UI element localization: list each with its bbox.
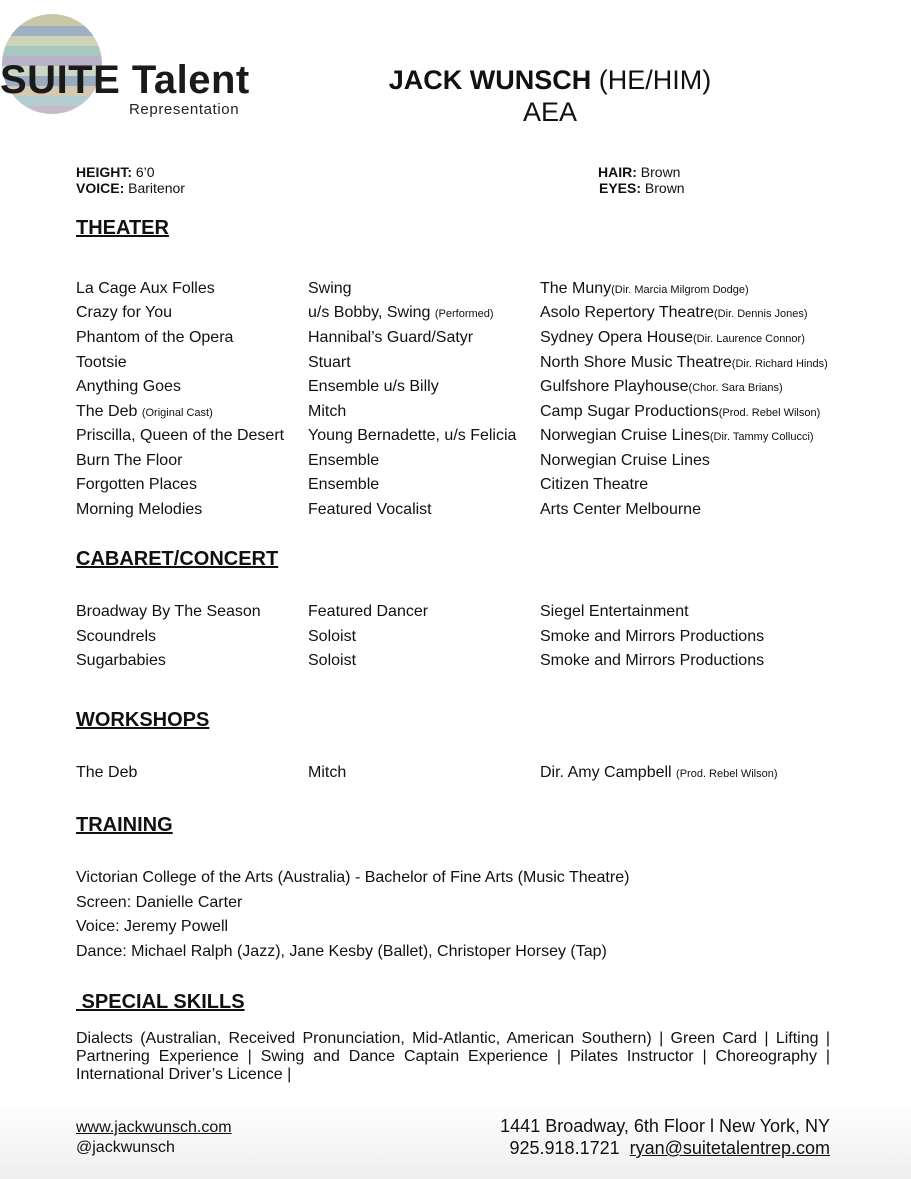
company	[540, 400, 820, 425]
company-note: (Dir. Laurence Connor)	[692, 333, 805, 345]
role-name: Ensemble	[308, 476, 380, 493]
role-name: Young Bernadette, u/s Felicia	[308, 427, 517, 444]
company	[540, 326, 805, 351]
training-heading: TRAINING	[76, 814, 173, 836]
company	[540, 761, 778, 786]
show-name: Burn The Floor	[76, 452, 183, 469]
company-note: (Prod. Rebel Wilson)	[676, 768, 778, 780]
credit-row	[0, 351, 911, 375]
special-skills-text: Dialects (Australian, Received Pronunciation, Mid-Atlantic, American Southern) | Green Card | Lifting | Partnering Experience | Swing and Dance Captain Experience | Pilates Instructor | Choreography | International Driver’s Licence |	[76, 1030, 830, 1083]
show-title	[76, 649, 166, 673]
show-title	[76, 326, 233, 350]
company-name: Arts Center Melbourne	[540, 501, 701, 518]
show-name: The Deb	[76, 764, 138, 781]
company	[540, 498, 701, 522]
show-name: Scoundrels	[76, 628, 157, 645]
role-name: Soloist	[308, 628, 357, 645]
performer-name-header	[300, 64, 800, 128]
logo-wordmark: SUITE Talent	[0, 58, 250, 102]
role	[308, 761, 346, 785]
company-name: Gulfshore Playhouse	[540, 378, 689, 395]
training-line: Voice: Jeremy Powell	[76, 918, 229, 936]
agency-phone: 925.918.1721	[509, 1138, 620, 1158]
company-name: The Muny	[540, 280, 612, 297]
role-name: Ensemble	[308, 452, 380, 469]
company	[540, 600, 689, 624]
eyes-stat: EYES: Brown	[599, 180, 685, 196]
role	[308, 649, 356, 673]
credit-row	[0, 625, 911, 649]
role	[308, 400, 346, 424]
company-note: (Dir. Marcia Milgrom Dodge)	[611, 284, 749, 296]
role	[308, 625, 356, 649]
credit-row	[0, 649, 911, 673]
credit-row	[0, 400, 911, 424]
company-note: (Chor. Sara Brians)	[688, 382, 783, 394]
show-title	[76, 375, 181, 399]
theater-heading: THEATER	[76, 217, 169, 239]
show-title	[76, 600, 261, 624]
company-name: Siegel Entertainment	[540, 603, 689, 620]
role-name: Mitch	[308, 403, 347, 420]
role-name: Mitch	[308, 764, 347, 781]
role-name: Featured Vocalist	[308, 501, 432, 518]
voice-stat: VOICE: Baritenor	[76, 180, 185, 196]
workshops-heading: WORKSHOPS	[76, 709, 210, 731]
show-note: (Original Cast)	[141, 407, 213, 419]
company	[540, 375, 783, 400]
company-name: Asolo Repertory Theatre	[540, 304, 715, 321]
role-name: Soloist	[308, 652, 357, 669]
show-title	[76, 473, 197, 497]
website-link[interactable]: www.jackwunsch.com	[76, 1119, 232, 1136]
logo-subtitle: Representation	[129, 101, 240, 118]
credit-row	[0, 473, 911, 497]
role-name: Swing	[308, 280, 352, 297]
company-name: Sydney Opera House	[540, 329, 693, 346]
show-name: Anything Goes	[76, 378, 181, 395]
company-note: (Dir. Richard Hinds)	[731, 358, 828, 370]
show-name: Broadway By The Season	[76, 603, 261, 620]
company-name: Norwegian Cruise Lines	[540, 452, 710, 469]
credit-row	[0, 326, 911, 350]
company-name: Smoke and Mirrors Productions	[540, 652, 765, 669]
show-name: Phantom of the Opera	[76, 329, 234, 346]
company-name: Norwegian Cruise Lines	[540, 427, 710, 444]
cabaret-heading: CABARET/CONCERT	[76, 548, 279, 570]
role-name: Hannibal’s Guard/Satyr	[308, 329, 474, 346]
role	[308, 277, 352, 301]
role-name: Featured Dancer	[308, 603, 429, 620]
show-name: Priscilla, Queen of the Desert	[76, 427, 285, 444]
agency-address: 1441 Broadway, 6th Floor l New York, NY	[500, 1116, 830, 1136]
company	[540, 473, 648, 497]
role	[308, 600, 428, 624]
role	[308, 326, 473, 350]
company-name: North Shore Music Theatre	[540, 354, 732, 371]
training-line: Victorian College of the Arts (Australia) - Bachelor of Fine Arts (Music Theatre)	[76, 869, 630, 886]
show-title	[76, 761, 137, 785]
company	[540, 277, 749, 302]
role	[308, 424, 516, 448]
company-name: Camp Sugar Productions	[540, 403, 719, 420]
credit-row	[0, 498, 911, 522]
company	[540, 351, 828, 376]
show-title	[76, 424, 284, 448]
show-title	[76, 625, 156, 649]
credit-row	[0, 277, 911, 301]
role	[308, 351, 351, 375]
company-note: (Prod. Rebel Wilson)	[718, 407, 821, 419]
company	[540, 649, 764, 673]
social-handle: @jackwunsch	[76, 1139, 175, 1156]
training-line: Dance: Michael Ralph (Jazz), Jane Kesby (Ballet), Christoper Horsey (Tap)	[76, 943, 607, 961]
show-name: Sugarbabies	[76, 652, 166, 669]
show-title	[76, 301, 172, 325]
company	[540, 424, 814, 449]
show-name: La Cage Aux Folles	[76, 280, 215, 297]
credit-row	[0, 424, 911, 448]
footer-contact-left	[76, 1118, 232, 1158]
training-list	[76, 866, 629, 965]
credit-row	[0, 449, 911, 473]
agency-email-link[interactable]: ryan@suitetalentrep.com	[629, 1138, 830, 1158]
company-name: Dir. Amy Campbell	[540, 764, 672, 781]
show-name: Crazy for You	[76, 304, 173, 321]
role-note: (Performed)	[434, 308, 494, 320]
height-stat: HEIGHT: 6’0	[76, 164, 155, 180]
credit-row	[0, 761, 911, 785]
role-name: Ensemble u/s Billy	[308, 378, 439, 395]
pronouns: (HE/HIM)	[598, 65, 712, 95]
role	[308, 473, 379, 497]
role	[308, 301, 494, 326]
show-name: Tootsie	[76, 354, 127, 371]
role-name: u/s Bobby, Swing	[308, 304, 431, 321]
union-affiliation: AEA	[522, 97, 578, 127]
credit-row	[0, 301, 911, 325]
company-note: (Dir. Dennis Jones)	[714, 308, 808, 320]
show-title	[76, 449, 182, 473]
role	[308, 375, 439, 399]
company	[540, 301, 808, 326]
company	[540, 449, 710, 473]
show-title	[76, 400, 213, 425]
role-name: Stuart	[308, 354, 351, 371]
show-title	[76, 351, 127, 375]
company-name: Citizen Theatre	[540, 476, 649, 493]
show-title	[76, 498, 202, 522]
footer-agency-contact	[500, 1115, 830, 1159]
special-skills-heading: SPECIAL SKILLS	[76, 991, 245, 1013]
company-name: Smoke and Mirrors Productions	[540, 628, 765, 645]
show-name: Morning Melodies	[76, 501, 203, 518]
performer-name: JACK WUNSCH	[388, 65, 592, 95]
hair-stat: HAIR: Brown	[598, 164, 681, 180]
role	[308, 449, 379, 473]
training-line: Screen: Danielle Carter	[76, 893, 243, 911]
company	[540, 625, 764, 649]
role	[308, 498, 432, 522]
show-title	[76, 277, 215, 301]
show-name: Forgotten Places	[76, 476, 197, 493]
suite-talent-logo	[0, 14, 260, 118]
company-note: (Dir. Tammy Collucci)	[709, 431, 814, 443]
credit-row	[0, 375, 911, 399]
show-name: The Deb	[76, 403, 138, 420]
credit-row	[0, 600, 911, 624]
